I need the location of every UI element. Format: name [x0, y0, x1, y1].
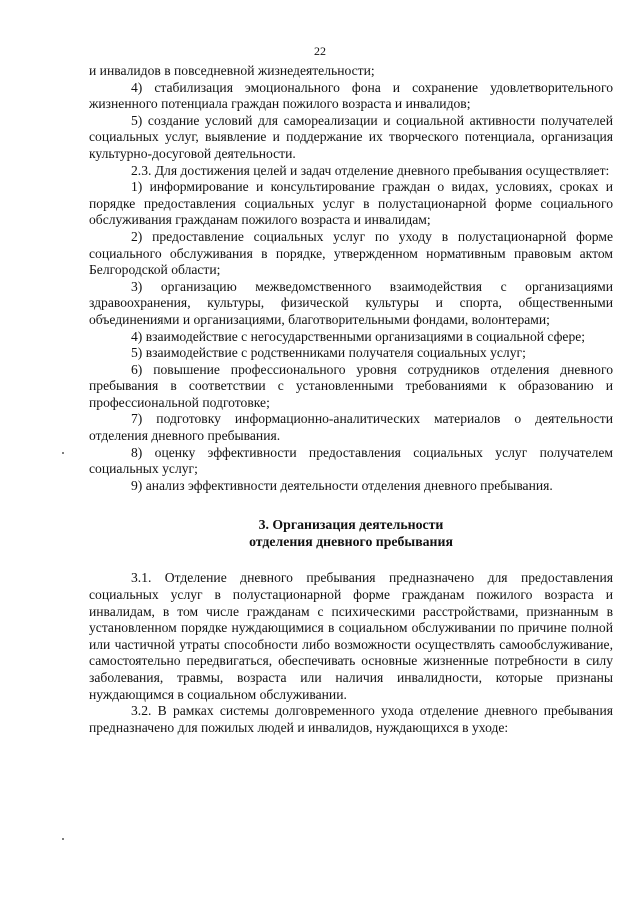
paragraph: 2.3. Для достижения целей и задач отделение дневного пребывания осуществляет:	[131, 162, 610, 178]
scan-speck	[62, 452, 64, 454]
list-section-2-3	[89, 63, 613, 494]
section-title-line-2: отделения дневного пребывания	[249, 534, 453, 550]
paragraph: 4) стабилизация эмоционального фона и сохранение удовлетворительного жизненного потенциала граждан пожилого возраста и инвалидов;	[89, 79, 613, 112]
paragraph: 6) повышение профессионального уровня сотрудников отделения дневного пребывания в соответствии с установленными требованиями к образованию и профессиональной подготовке;	[89, 361, 613, 410]
paragraph: 8) оценку эффективности предоставления социальных услуг получателем социальных услуг;	[89, 444, 613, 477]
paragraph: 3) организацию межведомственного взаимодействия с организациями здравоохранения, культуры, физической культуры и спорта, общественными объединениями и организациями, благотворительными фондами, волонтерами;	[89, 278, 613, 327]
section-3-body	[89, 570, 613, 736]
paragraph: 3.2. В рамках системы долговременного ухода отделение дневного пребывания предназначено для пожилых людей и инвалидов, нуждающихся в уходе:	[89, 703, 613, 735]
paragraph: и инвалидов в повседневной жизнедеятельности;	[89, 63, 375, 78]
section-heading	[89, 516, 613, 550]
paragraph: 5) создание условий для самореализации и социальной активности получателей социальных услуг, выявление и поддержание их творческого потенциала, организация культурно-досуговой деятельности.	[89, 112, 613, 161]
paragraph: 4) взаимодействие с негосударственными организациями в социальной сфере;	[131, 328, 586, 344]
document-body	[89, 63, 613, 736]
paragraph: 1) информирование и консультирование граждан о видах, условиях, сроках и порядке предоставления социальных услуг в полустационарной форме социального обслуживания гражданам пожилого возраста и инвалидам;	[89, 179, 613, 228]
paragraph: 2) предоставление социальных услуг по уходу в полустационарной форме социального обслуживания в порядке, утвержденном нормативным правовым актом Белгородской области;	[89, 228, 613, 278]
page-number: 22	[314, 44, 326, 58]
paragraph: 3.1. Отделение дневного пребывания предназначено для предоставления социальных услуг в полустационарной форме гражданам пожилого возраста и инвалидам, в том числе гражданам с психическими расстройствами, признанным в установленном порядке нуждающимися в социальном обслуживании по причине полной или частичной утраты способности либо возможности осуществлять самообслуживание, самостоятельно передвигаться, обеспечивать основные жизненные потребности в силу заболевания, травмы, возраста или наличия инвалидности, которые признаны нуждающимся в социальном обслуживании.	[89, 570, 613, 702]
paragraph: 5) взаимодействие с родственниками получателя социальных услуг;	[131, 345, 526, 361]
scan-speck	[62, 838, 64, 840]
paragraph: 7) подготовку информационно-аналитических материалов о деятельности отделения дневного пребывания.	[89, 411, 613, 444]
section-title-line-1: 3. Организация деятельности	[258, 517, 444, 533]
paragraph: 9) анализ эффективности деятельности отделения дневного пребывания.	[131, 477, 553, 493]
